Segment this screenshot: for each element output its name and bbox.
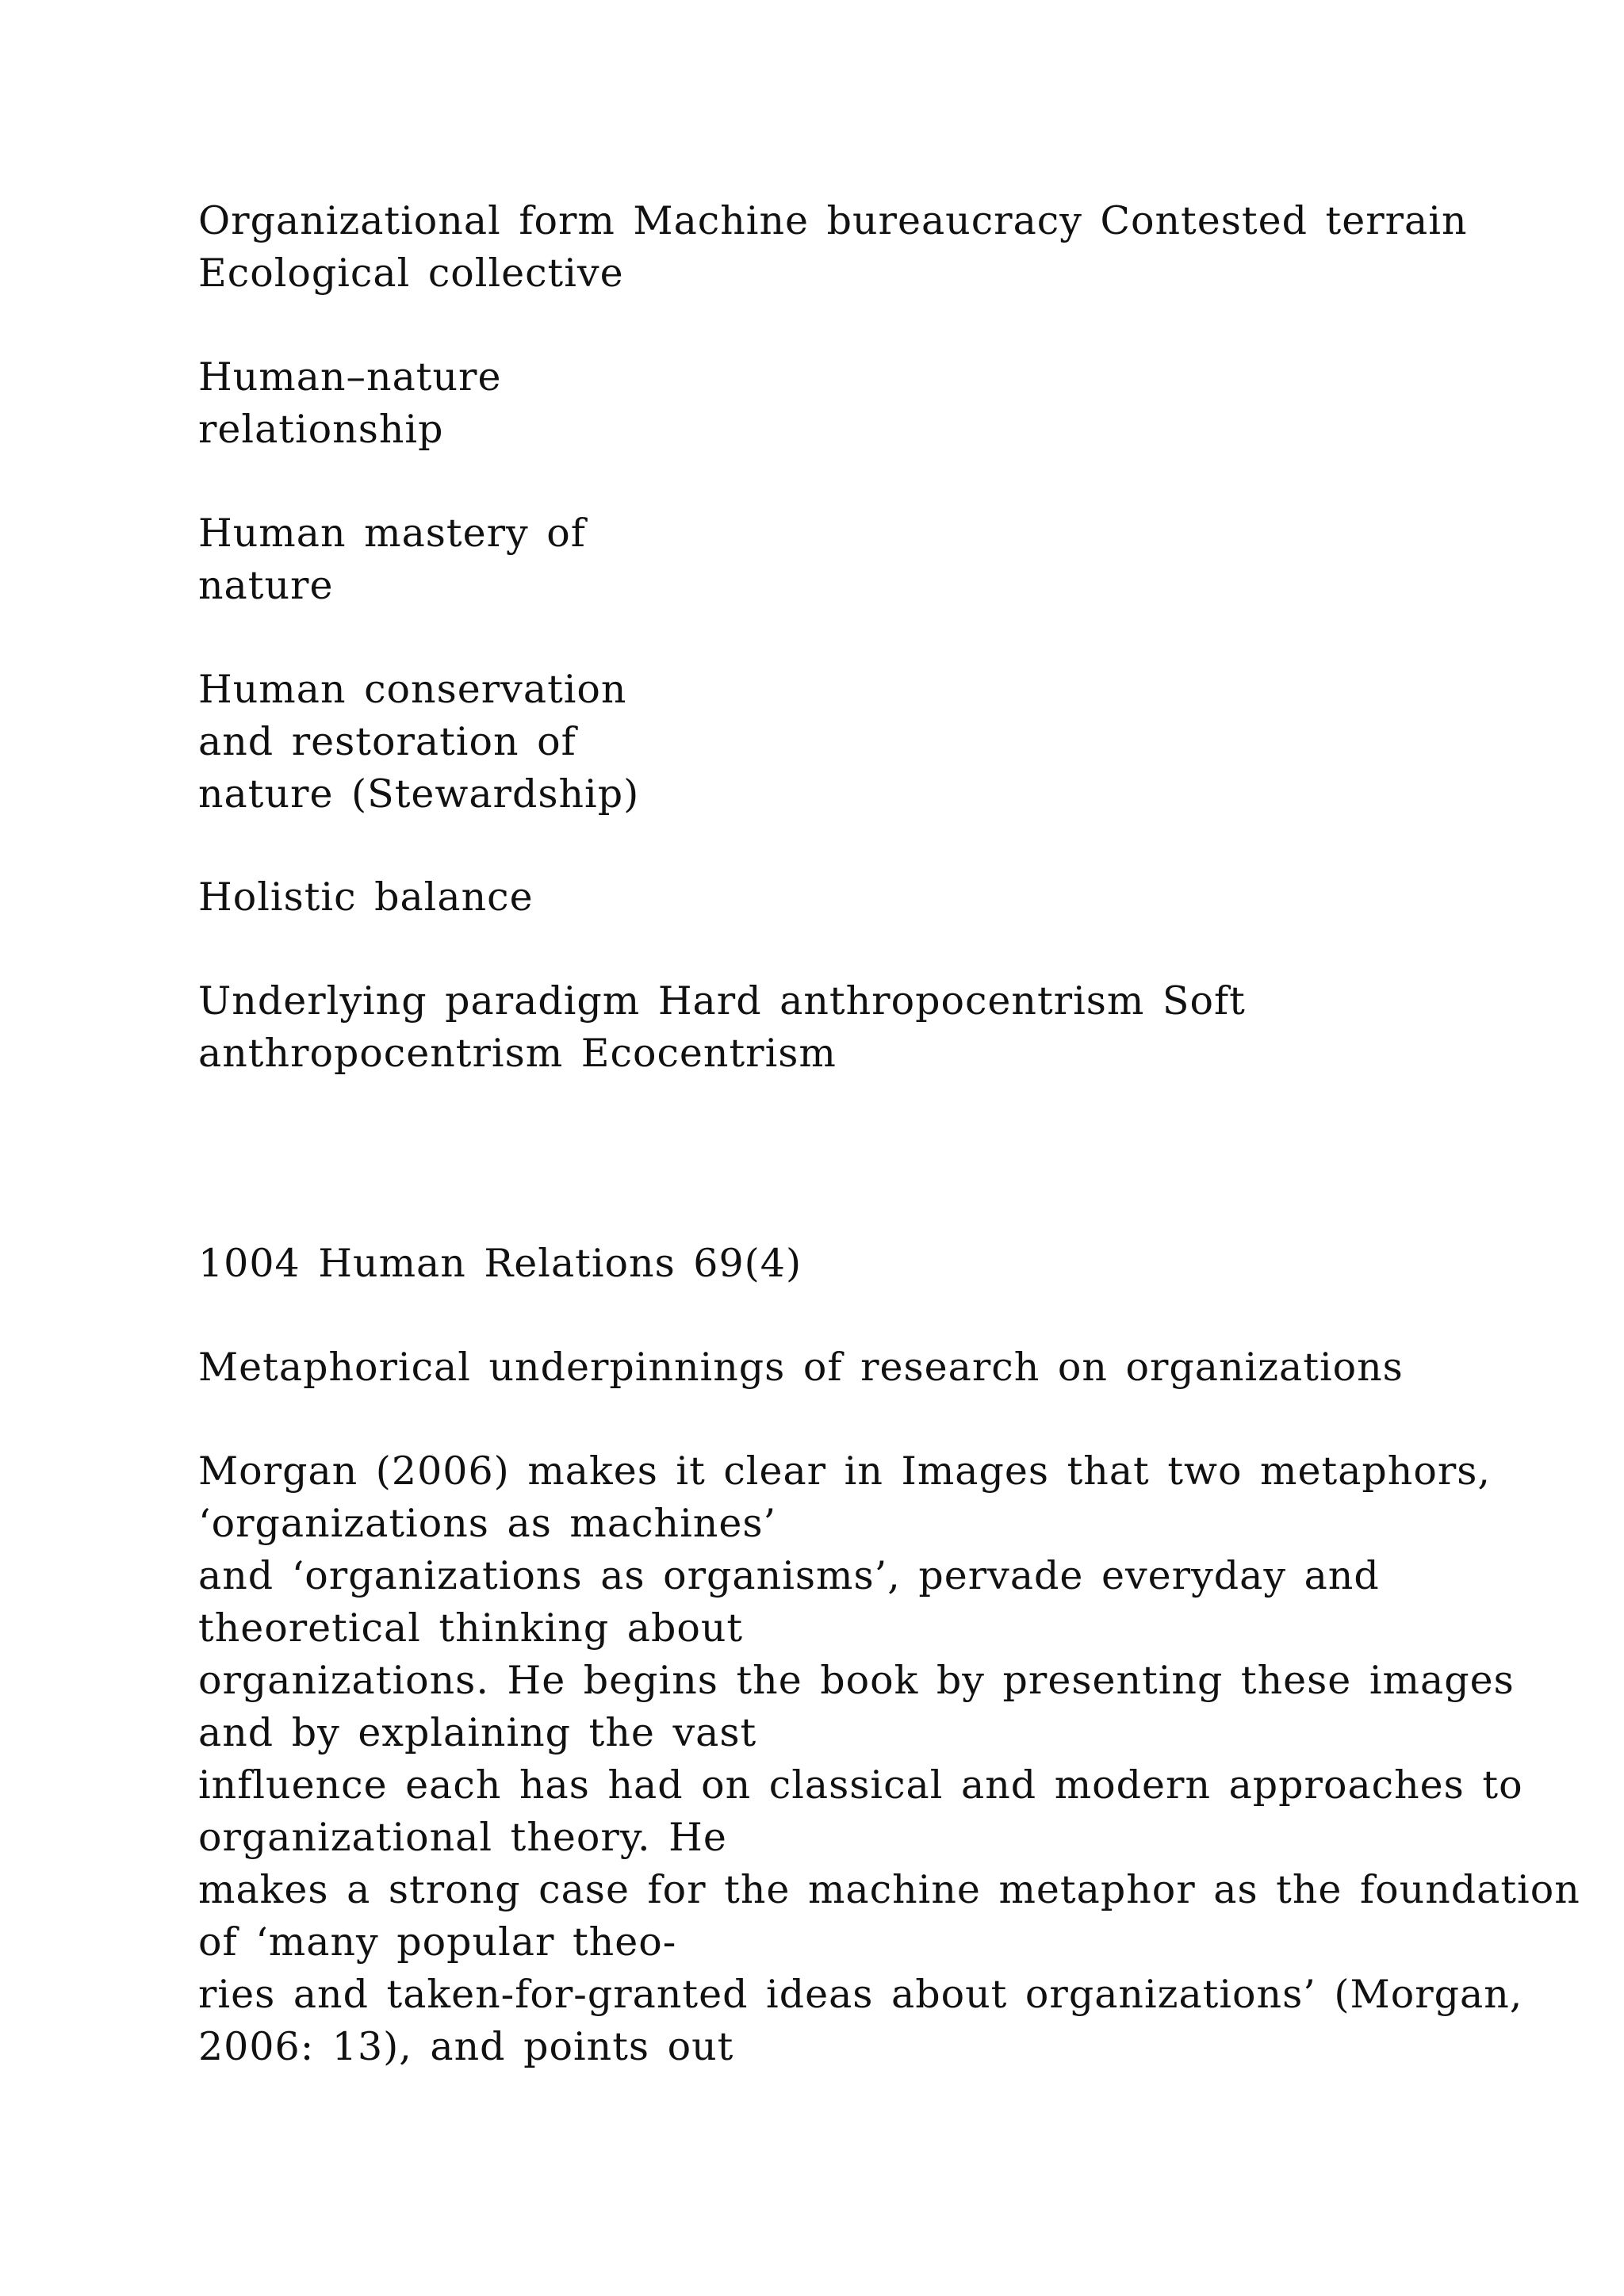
body-paragraph xyxy=(198,1445,1580,2073)
text-line: Human–nature xyxy=(198,354,502,400)
section-heading xyxy=(198,1341,1546,1394)
text-line: and restoration of xyxy=(198,719,576,764)
text-line: Metaphorical underpinnings of research on organizations xyxy=(198,1345,1404,1390)
text-line: anthropocentrism Ecocentrism xyxy=(198,1031,837,1076)
text-line: and ‘organizations as organisms’, pervade everyday and xyxy=(198,1553,1380,1598)
table-row-human-nature-relationship xyxy=(198,351,1546,456)
text-line: Human mastery of xyxy=(198,511,586,556)
text-line: theoretical thinking about xyxy=(198,1605,744,1651)
running-header xyxy=(198,1238,1546,1290)
table-row-underlying-paradigm xyxy=(198,975,1546,1080)
text-line: organizational theory. He xyxy=(198,1815,727,1860)
text-line: Holistic balance xyxy=(198,874,534,920)
text-line: Ecological collective xyxy=(198,251,624,296)
text-line: ries and taken-for-granted ideas about organizations’ (Morgan, xyxy=(198,1972,1523,2017)
text-line: and by explaining the vast xyxy=(198,1710,757,1755)
text-line: nature xyxy=(198,563,334,608)
text-line: 2006: 13), and points out xyxy=(198,2024,734,2069)
text-line: ‘organizations as machines’ xyxy=(198,1501,777,1546)
text-line: Human conservation xyxy=(198,667,627,712)
text-line: nature (Stewardship) xyxy=(198,771,640,817)
text-line: Organizational form Machine bureaucracy Contested terrain xyxy=(198,198,1468,243)
text-line: makes a strong case for the machine metaphor as the foundation xyxy=(198,1867,1580,1912)
text-line: Underlying paradigm Hard anthropocentrism Soft xyxy=(198,978,1246,1024)
table-row-organizational-form xyxy=(198,195,1546,300)
text-line: of ‘many popular theo- xyxy=(198,1919,677,1965)
text-line: Morgan (2006) makes it clear in Images that two metaphors, xyxy=(198,1448,1491,1494)
table-cell-human-mastery xyxy=(198,507,1546,612)
text-line: organizations. He begins the book by presenting these images xyxy=(198,1658,1515,1703)
text-line: relationship xyxy=(198,407,444,452)
table-cell-holistic-balance xyxy=(198,871,1546,924)
text-line: 1004 Human Relations 69(4) xyxy=(198,1241,802,1286)
text-line: influence each has had on classical and modern approaches to xyxy=(198,1762,1523,1808)
table-cell-human-conservation xyxy=(198,664,1546,821)
